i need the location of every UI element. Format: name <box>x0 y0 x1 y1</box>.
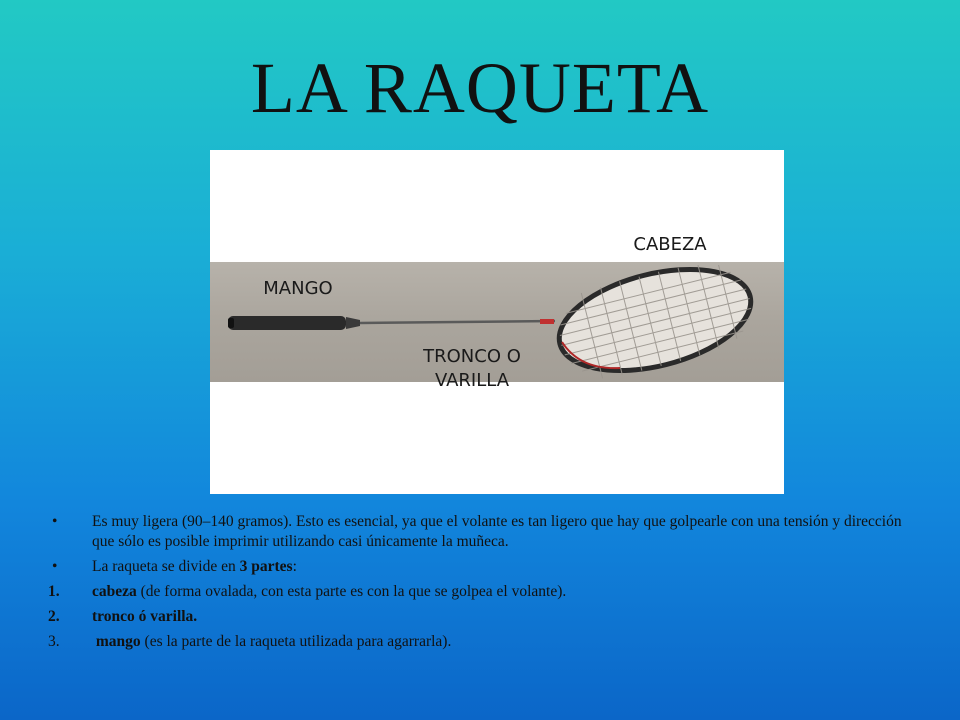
racket-shaft <box>360 321 555 323</box>
slide-title: LA RAQUETA <box>250 48 710 128</box>
bullet-text-end: : <box>292 558 297 575</box>
racket-taper <box>346 317 360 329</box>
bullet-list <box>48 512 918 657</box>
bullet-text: Es muy ligera (90–140 gramos). Esto es esencial, ya que el volante es tan ligero que hay que golpearle con una tensión y dirección que sólo es posible imprimir utilizando casi únicamente la muñeca. <box>92 513 902 550</box>
number-marker: 3. <box>48 633 60 650</box>
list-item <box>48 632 918 652</box>
label-tronco-line2: VARILLA <box>434 370 510 391</box>
label-mango: MANGO <box>263 278 333 299</box>
bullet-marker: • <box>52 558 58 575</box>
item-bold: cabeza <box>92 583 137 600</box>
item-text: (es la parte de la raqueta utilizada para agarrarla). <box>140 633 452 650</box>
item-bold: mango <box>92 633 141 650</box>
list-item <box>48 557 918 577</box>
bullet-marker: • <box>52 513 58 530</box>
list-item <box>48 607 918 627</box>
list-item <box>48 512 918 552</box>
label-cabeza: CABEZA <box>633 234 707 255</box>
number-marker: 1. <box>48 583 60 600</box>
bullet-text: La raqueta se divide en <box>92 558 240 575</box>
bullet-bold: 3 partes <box>239 558 293 575</box>
racket-handle <box>228 316 346 330</box>
item-text: (de forma ovalada, con esta parte es con la que se golpea el volante). <box>136 583 567 600</box>
number-marker: 2. <box>48 608 60 625</box>
label-tronco <box>410 345 534 393</box>
item-bold: tronco ó varilla. <box>92 608 198 625</box>
list-item <box>48 582 918 602</box>
racket-figure <box>210 150 784 494</box>
label-tronco-line1: TRONCO O <box>423 346 521 367</box>
